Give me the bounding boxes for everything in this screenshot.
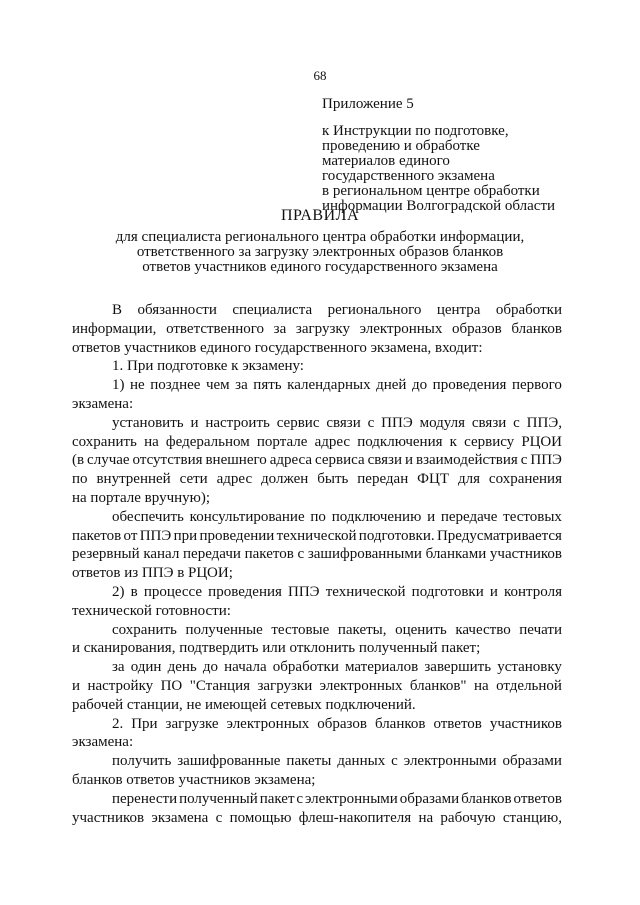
subtitle-line: ответственного за загрузку электронных образов бланков [136, 244, 504, 260]
appendix-note-line: проведению и обработке [322, 138, 480, 154]
body-line: информации, ответственного за загрузку электронных образов бланков [72, 320, 562, 337]
body-line: и настройку ПО "Станция загрузки электронных бланков" на отдельной [72, 677, 562, 694]
body-line: ответов из ППЭ в РЦОИ; [72, 565, 233, 582]
body-line: 1) не позднее чем за пять календарных дней до проведения первого [112, 377, 562, 394]
body-line: за один день до начала обработки материалов завершить установку [112, 659, 562, 676]
body-line: сохранить на федеральном портале адрес подключения к сервису РЦОИ [72, 433, 562, 450]
subtitle-line: ответов участников единого государственного экзамена [142, 259, 498, 275]
body-line: обеспечить консультирование по подключению и передаче тестовых [112, 508, 562, 525]
body-line: участников экзамена с помощью флеш-накопителя на рабочую станцию, [72, 809, 562, 826]
body-line: В обязанности специалиста регионального центра обработки [112, 302, 562, 318]
appendix-title: Приложение 5 [322, 96, 414, 112]
body-line: ответов участников единого государственного экзамена, входит: [72, 339, 483, 356]
document-title: ПРАВИЛА [280, 207, 360, 224]
body-line: пакетов от ППЭ при проведении технической подготовки. Предусматривается [72, 527, 562, 544]
body-line: 2) в процессе проведения ППЭ технической подготовки и контроля [112, 583, 562, 600]
body-line: по внутренней сети адрес должен быть передан ФЦТ для сохранения [72, 471, 562, 488]
body-line: установить и настроить сервис связи с ППЭ модуля связи с ППЭ, [112, 414, 562, 431]
body-line: (в случае отсутствия внешнего адреса сервиса связи и взаимодействия с ППЭ [72, 452, 562, 469]
body-line: резервный канал передачи пакетов с зашифрованными бланками участников [72, 546, 562, 563]
body-line: бланков ответов участников экзамена; [72, 771, 316, 788]
body-line: экзамена: [72, 395, 134, 412]
body-line: перенести полученный пакет с электронными образами бланков ответов [112, 790, 562, 807]
body-line: сохранить полученные тестовые пакеты, оценить качество печати [112, 621, 562, 638]
body-line: рабочей станции, не имеющей сетевых подключений. [72, 696, 416, 713]
body-text [72, 301, 562, 827]
body-line: получить зашифрованные пакеты данных с электронными образами [112, 753, 562, 770]
page-number: 68 [313, 68, 327, 83]
body-line: на портале вручную); [72, 489, 211, 506]
appendix-note [322, 124, 582, 214]
body-line: 2. При загрузке электронных образов бланков ответов участников [112, 715, 562, 732]
appendix-note-line: государственного экзамена [322, 168, 495, 184]
subtitle-line: для специалиста регионального центра обработки информации, [115, 229, 525, 245]
appendix-note-line: информации Волгоградской области [322, 198, 556, 214]
body-line: технической готовности: [72, 602, 231, 619]
appendix-note-line: в региональном центре обработки [322, 183, 540, 199]
appendix-note-line: к Инструкции по подготовке, [322, 123, 509, 139]
body-line: экзамена: [72, 734, 134, 751]
body-line: и сканирования, подтвердить или отклонить полученный пакет; [72, 640, 481, 657]
body-line: 1. При подготовке к экзамену: [112, 358, 304, 375]
document-subtitle [0, 230, 640, 275]
appendix-note-line: материалов единого [322, 153, 450, 169]
